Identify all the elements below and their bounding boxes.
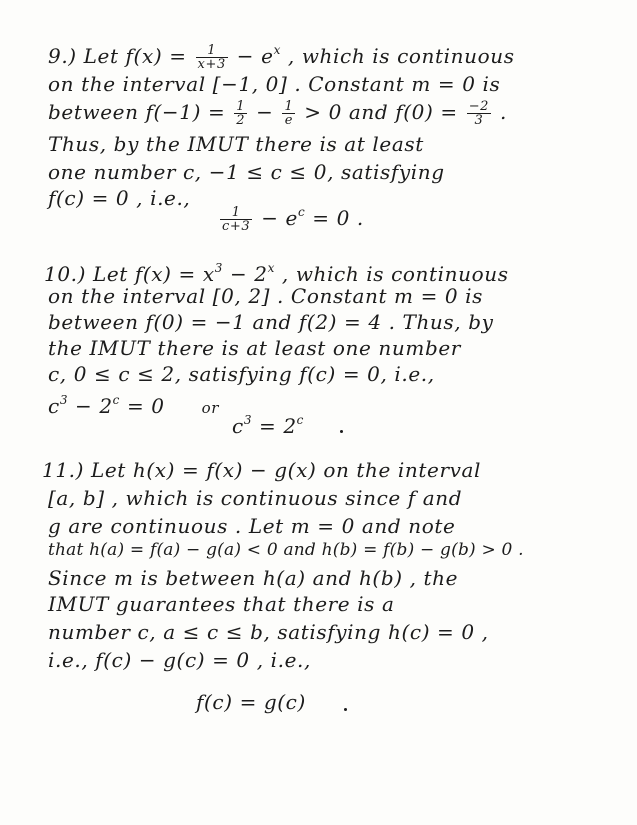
p9-frac5-numerator: 1 xyxy=(231,205,241,220)
p9-exp-c-term: − e xyxy=(261,206,298,230)
p11-line-5: Since m is between h(a) and h(b) , the xyxy=(48,566,459,590)
p9-equals-zero: = 0 . xyxy=(312,206,364,230)
p9-and-text: > 0 and f(0) = xyxy=(304,100,458,124)
p10-definition: 10.) Let f(x) = x xyxy=(44,262,215,286)
p9-line-1 xyxy=(48,38,515,71)
p9-between-text: between f(−1) = xyxy=(48,100,226,124)
p9-exp-c-power: c xyxy=(297,205,306,219)
p10-eq-zero: = 0 xyxy=(126,394,165,418)
p9-exp-term: − e xyxy=(236,44,274,68)
p11-line-8: i.e., f(c) − g(c) = 0 , i.e., xyxy=(48,648,311,672)
p11-ink-dot xyxy=(344,708,347,711)
p9-line-2: on the interval [−1, 0] . Constant m = 0 is xyxy=(48,72,501,96)
p10-minus-two: − 2 xyxy=(229,262,268,286)
p11-line-2: [a, b] , which is continuous since f and xyxy=(48,486,463,510)
p10-cube-power: 3 xyxy=(214,261,223,275)
p11-line-4: that h(a) = f(a) − g(a) < 0 and h(b) = f(b) − g(b) > 0 . xyxy=(48,540,524,560)
p10-line-2: on the interval [0, 2] . Constant m = 0 is xyxy=(48,284,484,308)
p9-line-6: f(c) = 0 , i.e., xyxy=(48,186,191,210)
p9-frac3-numerator: 1 xyxy=(284,99,294,114)
p11-line-9: f(c) = g(c) xyxy=(196,690,306,714)
p10-eq-2: = 2 xyxy=(259,414,297,438)
p9-continuous-text: , which is continuous xyxy=(287,44,515,68)
p9-fraction-1 xyxy=(196,44,228,71)
p10-continuous-text: , which is continuous xyxy=(281,262,509,286)
p9-line-3 xyxy=(48,100,507,127)
p9-exp-power: x xyxy=(273,43,281,57)
p11-line-3: g are continuous . Let m = 0 and note xyxy=(48,514,456,538)
p10-2-power-c2: c xyxy=(296,413,304,427)
p9-line-7 xyxy=(218,200,364,233)
p9-minus: − xyxy=(256,100,274,124)
p11-line-6: IMUT guarantees that there is a xyxy=(48,592,395,616)
p10-minus-2: − 2 xyxy=(75,394,113,418)
p9-frac1-numerator: 1 xyxy=(207,43,217,58)
p9-frac1-denominator: x+3 xyxy=(197,57,226,72)
p10-line-7 xyxy=(232,408,304,438)
p9-period: . xyxy=(500,100,507,124)
p9-fraction-4 xyxy=(467,100,491,127)
p10-line-4: the IMUT there is at least one number xyxy=(48,336,461,360)
p9-line-4: Thus, by the IMUT there is at least xyxy=(48,132,424,156)
p9-frac5-denominator: c+3 xyxy=(222,219,251,234)
p10-x-power: x xyxy=(267,261,275,275)
p11-line-7: number c, a ≤ c ≤ b, satisfying h(c) = 0 , xyxy=(48,620,489,644)
p9-frac2-numerator: 1 xyxy=(236,99,246,114)
p10-line-6 xyxy=(48,388,219,420)
p9-line-5: one number c, −1 ≤ c ≤ 0, satisfying xyxy=(48,160,445,184)
p9-fraction-5 xyxy=(220,206,252,233)
p10-c: c xyxy=(48,394,60,418)
p10-2-power-c: c xyxy=(112,393,120,407)
p9-fraction-2 xyxy=(234,100,247,127)
p10-ink-dot xyxy=(340,430,343,433)
p9-frac4-denominator: 3 xyxy=(474,113,484,128)
p10-line-5: c, 0 ≤ c ≤ 2, satisfying f(c) = 0, i.e., xyxy=(48,362,435,386)
p10-line-3: between f(0) = −1 and f(2) = 4 . Thus, by xyxy=(48,310,494,334)
p10-line-1 xyxy=(44,256,509,286)
p9-frac2-denominator: 2 xyxy=(236,113,246,128)
p10-c-cube: 3 xyxy=(59,393,69,407)
p9-definition: 9.) Let f(x) = xyxy=(48,44,187,68)
p9-frac3-denominator: e xyxy=(284,113,294,128)
p11-line-1: 11.) Let h(x) = f(x) − g(x) on the interval xyxy=(42,458,482,482)
p9-frac4-numerator: −2 xyxy=(468,99,490,114)
p10-c2-cube: 3 xyxy=(243,413,253,427)
p9-fraction-3 xyxy=(282,100,295,127)
p10-or: or xyxy=(201,399,219,417)
p10-c2: c xyxy=(232,414,244,438)
